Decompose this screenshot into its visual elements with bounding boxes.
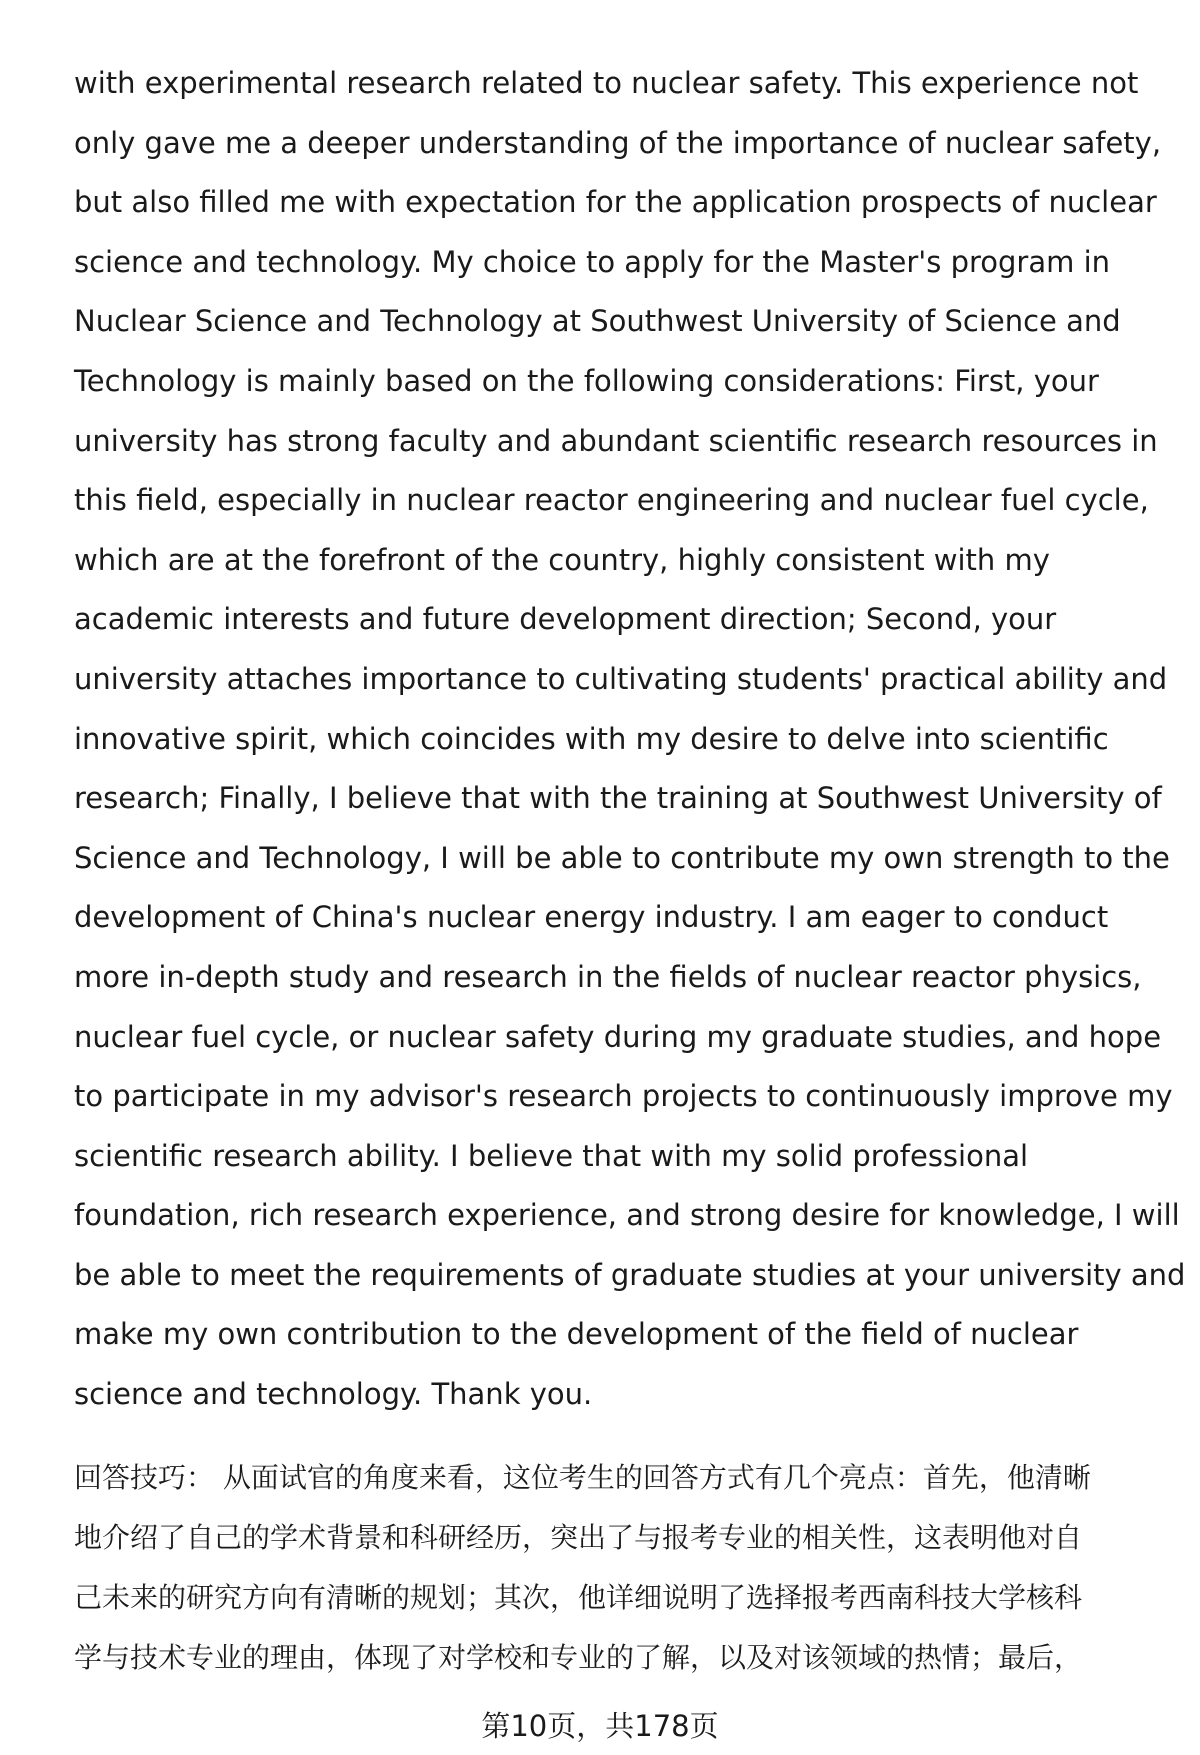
text-line: more in-depth study and research in the fields of nuclear reactor physics, — [74, 959, 1142, 994]
answer-tips-paragraph — [74, 1448, 1164, 1688]
text-line: foundation, rich research experience, and strong desire for knowledge, I will — [74, 1198, 1180, 1233]
text-line: Science and Technology, I will be able to contribute my own strength to the — [74, 840, 1170, 875]
answer-paragraph — [74, 54, 1186, 1425]
text-line: make my own contribution to the development of the field of nuclear — [74, 1317, 1079, 1352]
tips-line: 回答技巧： 从面试官的角度来看，这位考生的回答方式有几个亮点：首先，他清晰 — [74, 1461, 1091, 1494]
text-line: be able to meet the requirements of graduate studies at your university and — [74, 1257, 1186, 1292]
text-line: development of China's nuclear energy industry. I am eager to conduct — [74, 900, 1109, 935]
text-line: Technology is mainly based on the following considerations: First, your — [74, 363, 1099, 398]
text-line: university attaches importance to cultivating students' practical ability and — [74, 661, 1168, 696]
tips-line: 地介绍了自己的学术背景和科研经历，突出了与报考专业的相关性，这表明他对自 — [74, 1521, 1083, 1554]
text-line: this field, especially in nuclear reactor engineering and nuclear fuel cycle, — [74, 483, 1149, 518]
text-line: which are at the forefront of the country, highly consistent with my — [74, 542, 1050, 577]
text-line: with experimental research related to nuclear safety. This experience not — [74, 66, 1139, 100]
text-line: academic interests and future development direction; Second, your — [74, 602, 1057, 637]
tips-line: 己未来的研究方向有清晰的规划；其次，他详细说明了选择报考西南科技大学核科 — [74, 1581, 1083, 1614]
text-line: to participate in my advisor's research projects to continuously improve my — [74, 1079, 1173, 1114]
page-number: 第10页，共178页 — [481, 1709, 719, 1743]
tips-line: 学与技术专业的理由，体现了对学校和专业的了解，以及对该领域的热情；最后， — [74, 1641, 1083, 1674]
text-line: innovative spirit, which coincides with my desire to delve into scientific — [74, 721, 1109, 756]
text-line: nuclear fuel cycle, or nuclear safety during my graduate studies, and hope — [74, 1019, 1162, 1054]
text-line: Nuclear Science and Technology at Southwest University of Science and — [74, 304, 1121, 339]
text-line: science and technology. My choice to apply for the Master's program in — [74, 244, 1111, 279]
text-line: but also filled me with expectation for the application prospects of nuclear — [74, 185, 1157, 220]
text-line: university has strong faculty and abundant scientific research resources in — [74, 423, 1158, 458]
text-line: scientific research ability. I believe that with my solid professional — [74, 1138, 1029, 1173]
text-line: science and technology. Thank you. — [74, 1377, 593, 1412]
text-line: research; Finally, I believe that with the training at Southwest University of — [74, 781, 1162, 816]
text-line: only gave me a deeper understanding of the importance of nuclear safety, — [74, 125, 1162, 160]
